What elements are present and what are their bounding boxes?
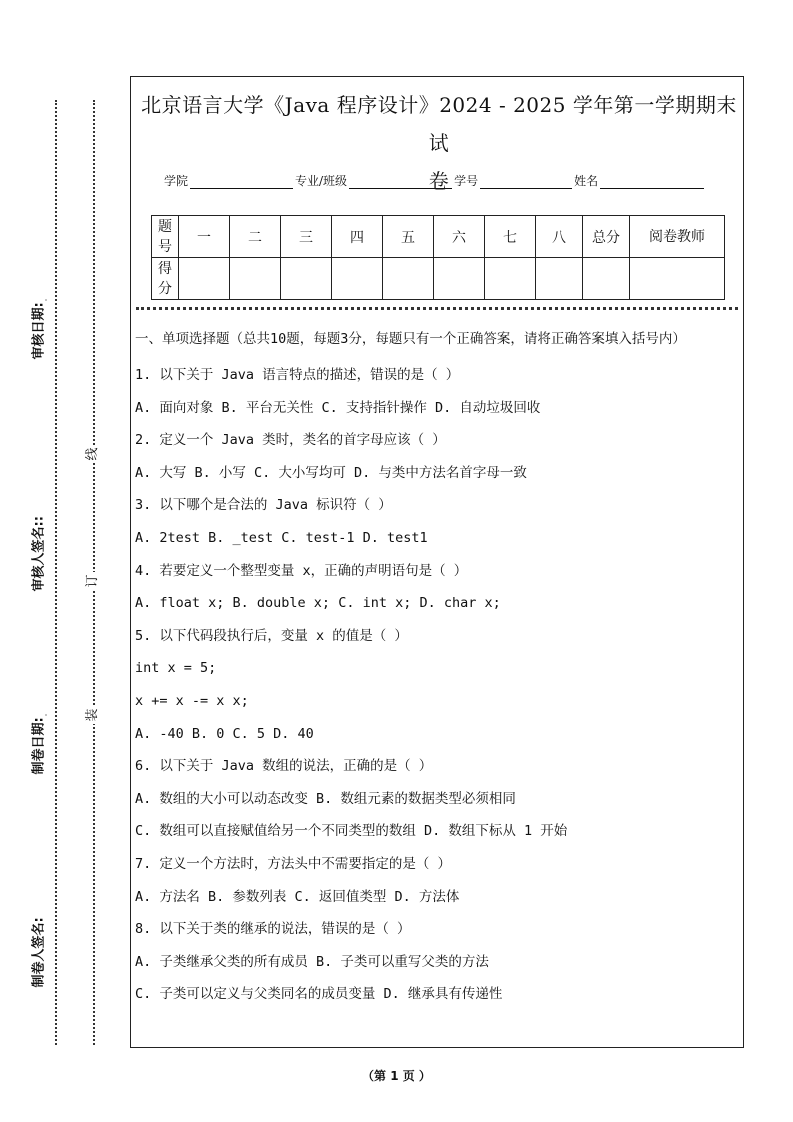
question-list (135, 359, 740, 1011)
name-input-line[interactable] (600, 175, 704, 189)
score-cell[interactable] (230, 258, 281, 300)
column-header-2: 二 (230, 216, 281, 258)
column-header-5: 五 (383, 216, 434, 258)
score-table (151, 215, 725, 300)
question-line: 1. 以下关于 Java 语言特点的描述，错误的是（ ） (135, 367, 460, 383)
compile-date-label: 制卷日期: (31, 717, 47, 775)
question-line: A. float x; B. double x; C. int x; D. char x; (135, 595, 501, 612)
page-number: （第 1 页 ） (362, 1069, 431, 1083)
score-table-score-row (152, 258, 725, 300)
score-cell[interactable] (536, 258, 583, 300)
major-class-label: 专业/班级 (295, 174, 348, 188)
binding-word-xian: 线 (84, 445, 102, 463)
score-cell-total[interactable] (583, 258, 630, 300)
column-header-7: 七 (485, 216, 536, 258)
column-header-reviewer: 阅卷教师 (630, 216, 725, 258)
question-line: A. 大写 B. 小写 C. 大小写均可 D. 与类中方法名首字母一致 (135, 464, 527, 481)
score-cell[interactable] (434, 258, 485, 300)
question-number-header: 题号 (152, 216, 179, 258)
question-line: 8. 以下关于类的继承的说法，错误的是（ ） (135, 921, 411, 938)
binding-word-ding: 订 (84, 572, 102, 590)
question-line: 3. 以下哪个是合法的 Java 标识符（ ） (135, 497, 392, 514)
name-label: 姓名 (574, 174, 599, 188)
compiler-signature-label: 制卷人签名: (31, 917, 47, 988)
reviewer-cell[interactable] (630, 258, 725, 300)
review-date-line[interactable] (34, 300, 47, 301)
column-header-total: 总分 (583, 216, 630, 258)
score-table-header-row (152, 216, 725, 258)
compile-date-line[interactable] (34, 715, 47, 716)
question-line: C. 数组可以直接赋值给另一个不同类型的数组 D. 数组下标从 1 开始 (135, 823, 568, 840)
question-line: A. -40 B. 0 C. 5 D. 40 (135, 725, 314, 742)
major-class-input-line[interactable] (349, 175, 452, 189)
review-date-field (28, 300, 47, 360)
question-line: 6. 以下关于 Java 数组的说法，正确的是（ ） (135, 758, 433, 775)
binding-dotted-line-outer (55, 100, 57, 1045)
score-cell[interactable] (179, 258, 230, 300)
question-line: 4. 若要定义一个整型变量 x，正确的声明语句是（ ） (135, 562, 468, 579)
question-line: int x = 5; (135, 660, 217, 677)
compiler-signature-field (28, 917, 47, 988)
question-line: A. 子类继承父类的所有成员 B. 子类可以重写父类的方法 (135, 953, 489, 970)
college-input-line[interactable] (190, 175, 293, 189)
score-cell[interactable] (383, 258, 434, 300)
compile-date-field (28, 715, 47, 775)
question-line: C. 子类可以定义与父类同名的成员变量 D. 继承具有传递性 (135, 986, 503, 1003)
question-line: 2. 定义一个 Java 类时，类名的首字母应该（ ） (135, 432, 446, 449)
reviewer-signature-field (28, 516, 47, 592)
question-line: A. 方法名 B. 参数列表 C. 返回值类型 D. 方法体 (135, 888, 460, 905)
college-label: 学院 (164, 174, 189, 188)
reviewer-signature-label: 审核人签名:: (31, 516, 47, 592)
question-line: A. 数组的大小可以动态改变 B. 数组元素的数据类型必须相同 (135, 790, 516, 807)
column-header-6: 六 (434, 216, 485, 258)
column-header-3: 三 (281, 216, 332, 258)
exam-content (135, 328, 740, 1011)
score-cell[interactable] (485, 258, 536, 300)
score-cell[interactable] (332, 258, 383, 300)
column-header-4: 四 (332, 216, 383, 258)
student-id-label: 学号 (454, 174, 479, 188)
score-cell[interactable] (281, 258, 332, 300)
exam-title-line2: 卷 (428, 169, 450, 193)
column-header-8: 八 (536, 216, 583, 258)
review-date-label: 审核日期: (31, 302, 47, 360)
column-header-1: 一 (179, 216, 230, 258)
dotted-separator (136, 307, 738, 310)
section-heading: 一、单项选择题（总共10题，每题3分，每题只有一个正确答案，请将正确答案填入括号内） (135, 331, 686, 347)
student-id-input-line[interactable] (480, 175, 572, 189)
exam-title-line1: 北京语言大学《Java 程序设计》2024 - 2025 学年第一学期期末试 (141, 93, 737, 155)
question-line: A. 面向对象 B. 平台无关性 C. 支持指针操作 D. 自动垃圾回收 (135, 399, 541, 416)
question-line: x += x -= x x; (135, 692, 249, 709)
binding-word-zhuang: 装 (84, 706, 102, 724)
question-line: A. 2test B. _test C. test-1 D. test1 (135, 529, 428, 546)
student-info-row (164, 172, 706, 189)
score-row-label: 得分 (152, 258, 179, 300)
question-line: 7. 定义一个方法时，方法头中不需要指定的是（ ） (135, 855, 452, 872)
question-line: 5. 以下代码段执行后，变量 x 的值是（ ） (135, 627, 408, 644)
